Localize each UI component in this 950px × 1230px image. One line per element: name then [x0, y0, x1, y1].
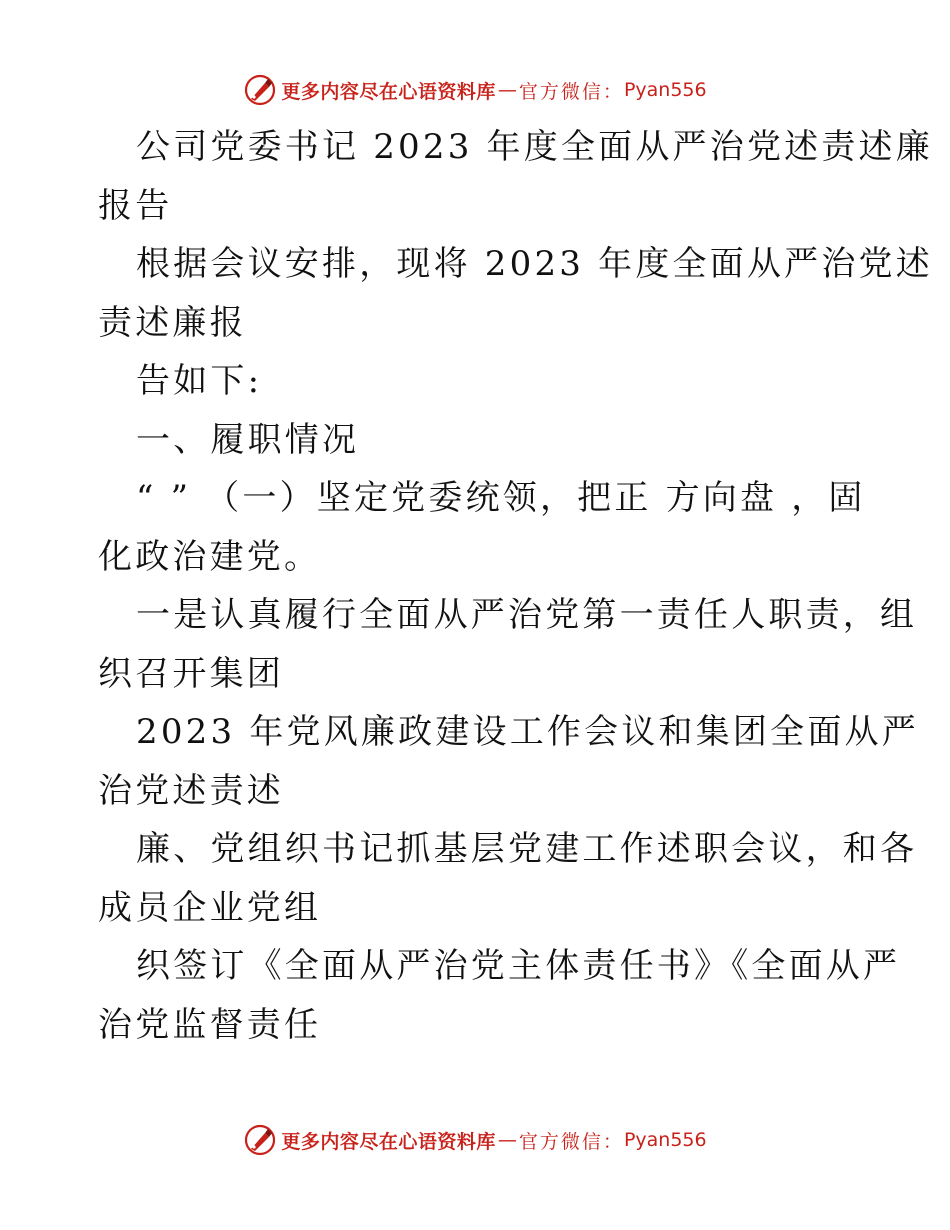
watermark-id: Pyan556: [623, 1129, 707, 1151]
pen-logo-icon: [243, 1123, 277, 1157]
header-watermark: [0, 70, 950, 110]
text-line: 报告: [98, 185, 173, 226]
text-line: 责述廉报: [98, 302, 247, 343]
text-line: 治党监督责任: [98, 1004, 322, 1045]
text-line: 廉、党组织书记抓基层党建工作述职会议，和各: [136, 829, 918, 869]
footer-watermark: [0, 1120, 950, 1160]
text-line: 一、履职情况: [136, 419, 360, 460]
document-body: [98, 118, 933, 1054]
text-line: 织召开集团: [98, 653, 284, 694]
text-line: 公司党委书记 2023 年度全面从严治党述责述廉: [136, 127, 933, 167]
text-line: 化政治建党。: [98, 536, 322, 577]
watermark-id: Pyan556: [623, 79, 707, 101]
watermark-official: 官方微信：: [518, 1130, 624, 1153]
text-line: 告如下:: [136, 361, 263, 401]
text-line: 成员企业党组: [98, 887, 322, 928]
watermark-official: 官方微信：: [518, 80, 624, 103]
watermark-text: 更多内容尽在心语资料库: [281, 80, 496, 103]
watermark-dash: —: [497, 79, 517, 101]
watermark-text: 更多内容尽在心语资料库: [281, 1130, 496, 1153]
text-line: 一是认真履行全面从严治党第一责任人职责，组: [136, 595, 918, 635]
watermark-dash: —: [497, 1129, 517, 1151]
text-line: “ ” （一）坚定党委统领，把正 方向盘 ，固: [136, 478, 866, 518]
pen-logo-icon: [243, 73, 277, 107]
text-line: 2023 年党风廉政建设工作会议和集团全面从严: [136, 712, 919, 752]
text-line: 根据会议安排，现将 2023 年度全面从严治党述: [136, 244, 933, 284]
text-line: 治党述责述: [98, 770, 284, 811]
text-line: 织签订《全面从严治党主体责任书》《全面从严: [136, 946, 901, 986]
